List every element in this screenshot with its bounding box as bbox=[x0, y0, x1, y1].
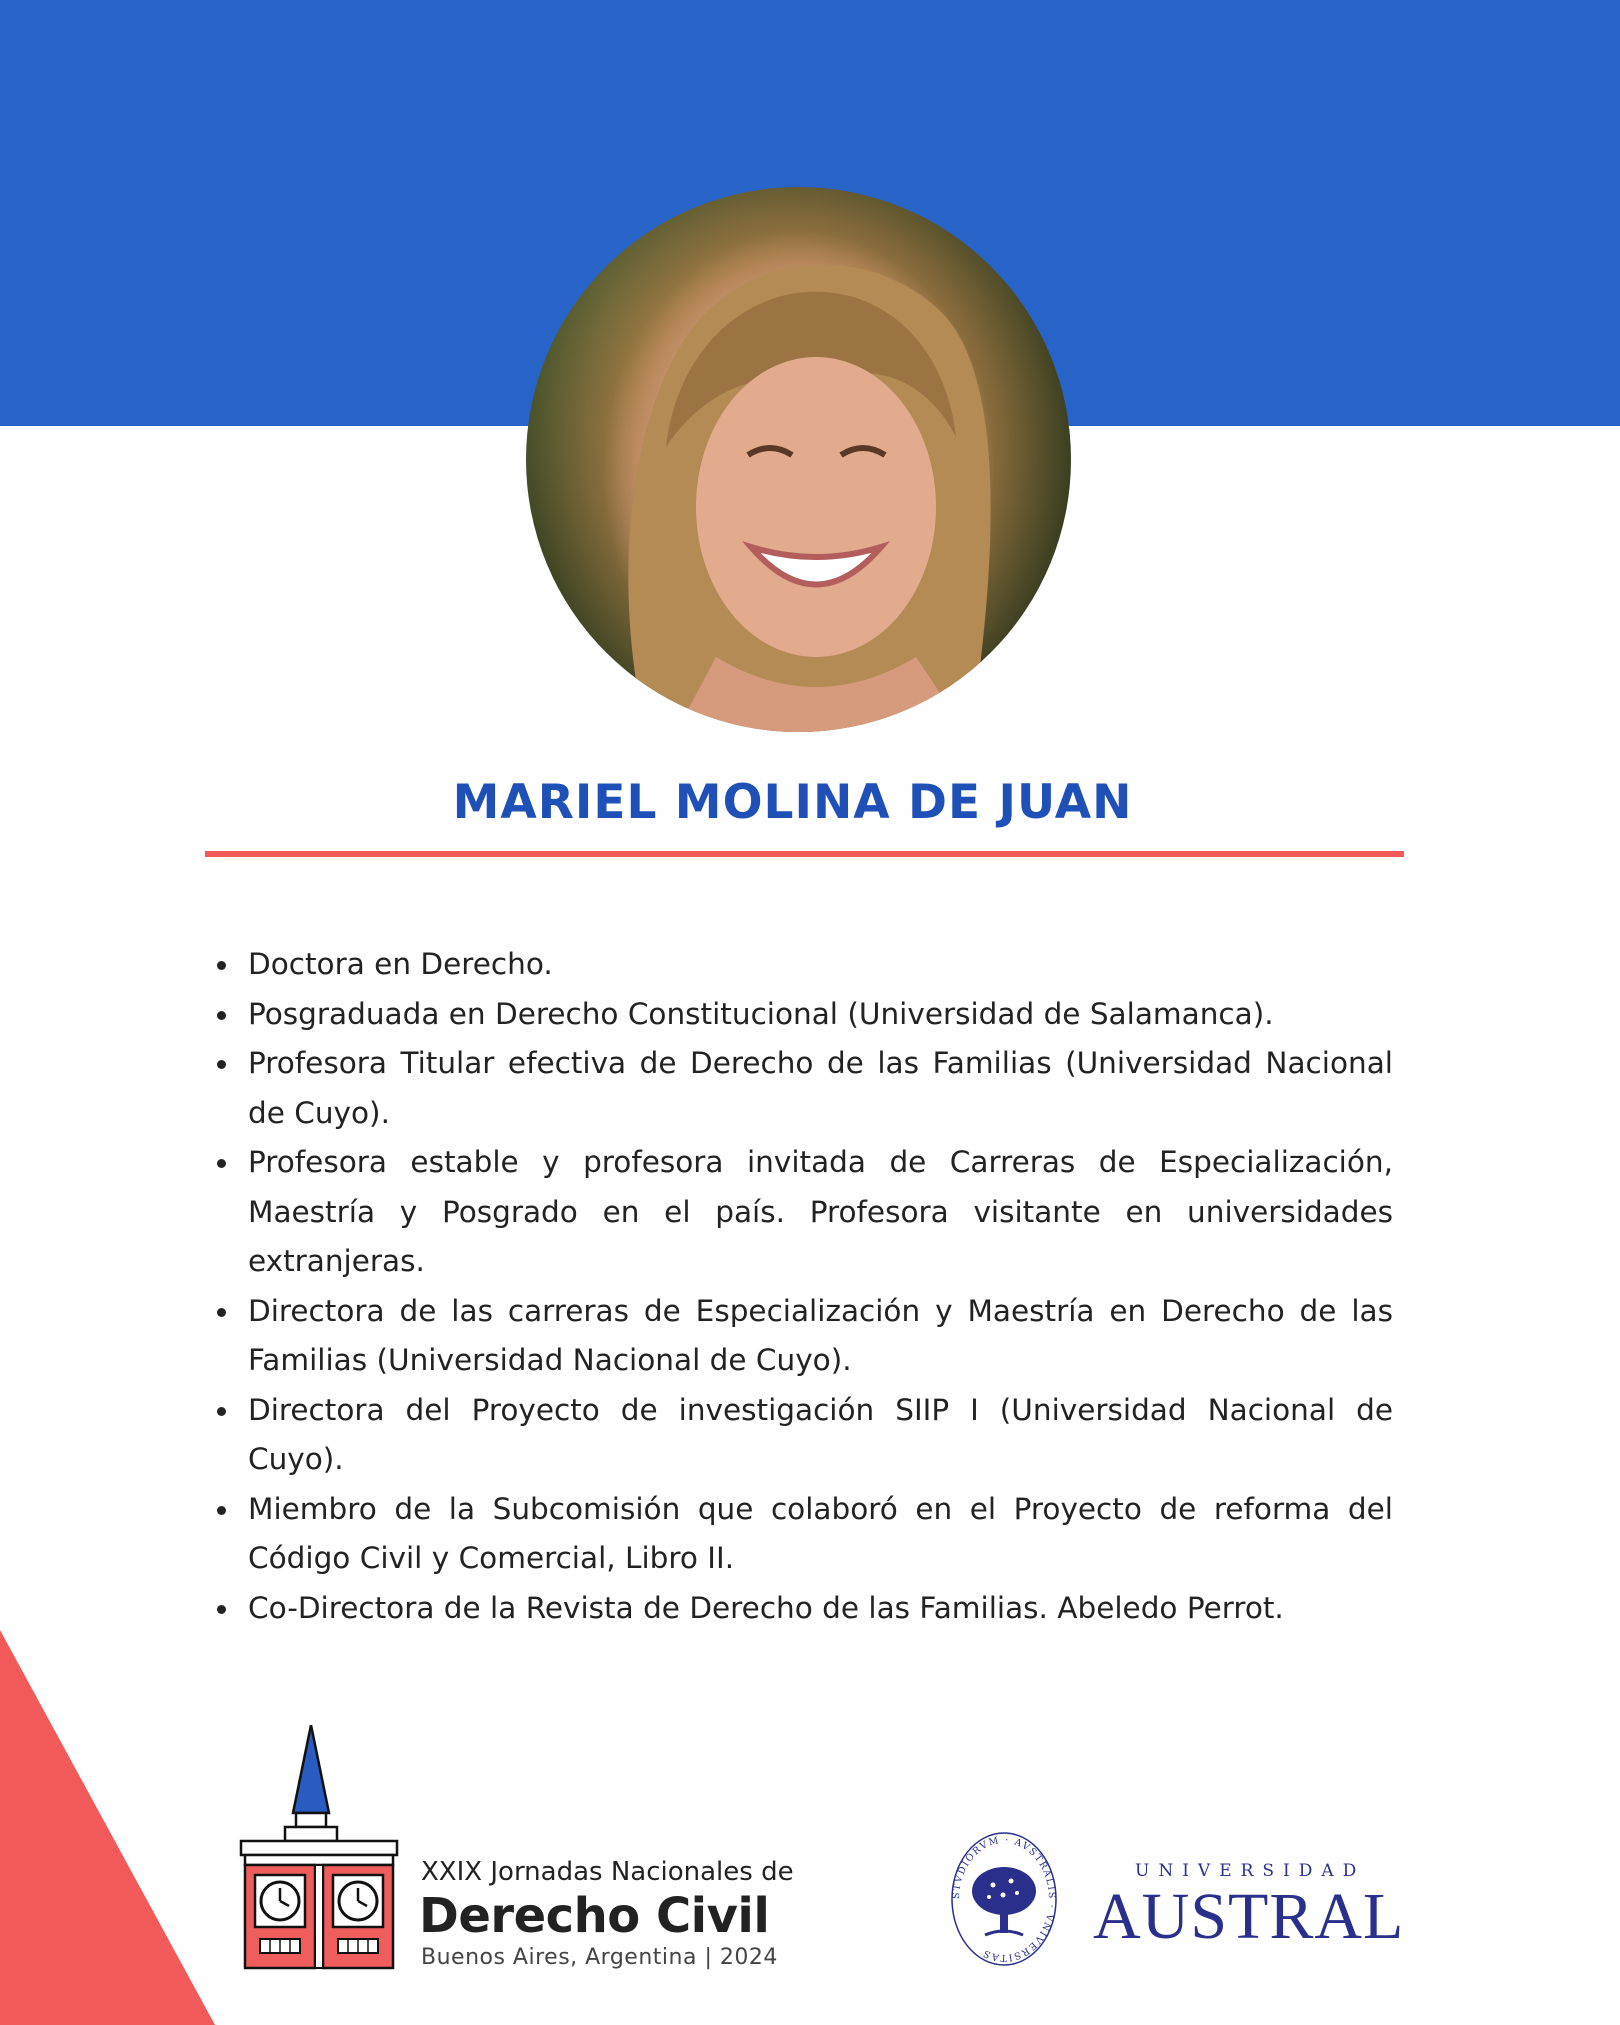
bio-item: Doctora en Derecho. bbox=[248, 940, 1393, 990]
name-divider bbox=[205, 851, 1404, 857]
jornadas-title-line: XXIX Jornadas Nacionales de bbox=[421, 1857, 794, 1887]
clock-tower-icon bbox=[238, 1725, 400, 1970]
speaker-name: MARIEL MOLINA DE JUAN bbox=[452, 775, 1133, 830]
bio-item: Posgraduada en Derecho Constitucional (Universidad de Salamanca). bbox=[248, 990, 1393, 1040]
austral-logo bbox=[945, 1825, 1405, 1975]
jornadas-main-title: Derecho Civil bbox=[419, 1888, 770, 1944]
bio-list bbox=[248, 940, 1393, 1633]
bio-item: Directora de las carreras de Especialización y Maestría en Derecho de las Familias (Universidad Nacional de Cuyo). bbox=[248, 1287, 1393, 1386]
bio-item: Co-Directora de la Revista de Derecho de las Familias. Abeledo Perrot. bbox=[248, 1584, 1393, 1634]
bio-item: Miembro de la Subcomisión que colaboró en el Proyecto de reforma del Código Civil y Comercial, Libro II. bbox=[248, 1485, 1393, 1584]
bio-item: Profesora estable y profesora invitada de Carreras de Especialización, Maestría y Posgrado en el país. Profesora visitante en universidades extranjeras. bbox=[248, 1138, 1393, 1287]
bio-item: Directora del Proyecto de investigación SIIP I (Universidad Nacional de Cuyo). bbox=[248, 1386, 1393, 1485]
university-label: UNIVERSIDAD bbox=[1135, 1861, 1366, 1881]
bio-item: Profesora Titular efectiva de Derecho de las Familias (Universidad Nacional de Cuyo). bbox=[248, 1039, 1393, 1138]
corner-triangle-decoration bbox=[0, 1630, 215, 2025]
jornadas-location-year: Buenos Aires, Argentina | 2024 bbox=[421, 1945, 778, 1970]
profile-photo bbox=[526, 187, 1071, 732]
tree-seal-icon bbox=[945, 1825, 1063, 1973]
seal-text: STVDIORVM · AVSTRALIS · VNIVERSITAS bbox=[950, 1834, 1058, 1964]
university-name: AUSTRAL bbox=[1093, 1880, 1405, 1953]
jornadas-logo bbox=[238, 1725, 798, 1975]
portrait-photo-icon bbox=[526, 187, 1071, 732]
